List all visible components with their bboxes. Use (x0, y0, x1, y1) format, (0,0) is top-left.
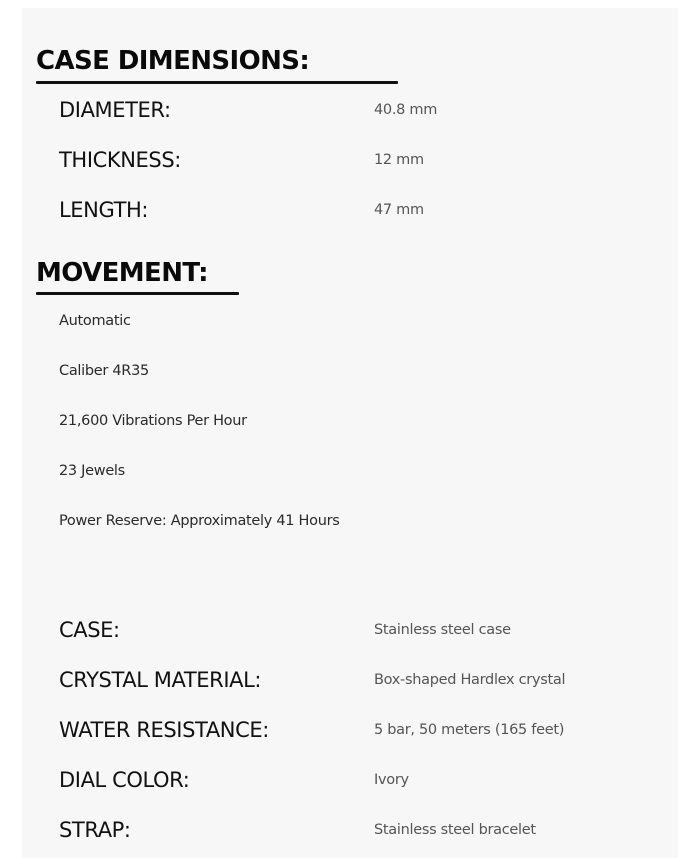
spec-label: DIAL COLOR: (59, 768, 190, 792)
spec-row-dial-color (22, 765, 678, 795)
spec-value: Ivory (374, 772, 409, 788)
spec-value: Stainless steel case (374, 622, 511, 638)
case-dimensions-heading: CASE DIMENSIONS: (36, 46, 310, 76)
case-dimensions-underline (36, 81, 398, 84)
spec-row-case (22, 615, 678, 645)
spec-row-diameter (22, 95, 678, 125)
movement-item-jewels: 23 Jewels (59, 463, 125, 479)
spec-value: Box-shaped Hardlex crystal (374, 672, 566, 688)
spec-row-thickness (22, 145, 678, 175)
movement-item-caliber: Caliber 4R35 (59, 363, 149, 379)
movement-heading: MOVEMENT: (36, 258, 208, 288)
spec-value: 12 mm (374, 152, 424, 168)
movement-item-power-reserve: Power Reserve: Approximately 41 Hours (59, 513, 340, 529)
movement-underline (36, 292, 239, 295)
spec-label: CRYSTAL MATERIAL: (59, 668, 262, 692)
spec-label: THICKNESS: (59, 148, 181, 172)
spec-value: 5 bar, 50 meters (165 feet) (374, 722, 565, 738)
spec-value: 40.8 mm (374, 102, 438, 118)
spec-value: Stainless steel bracelet (374, 822, 536, 838)
spec-label: CASE: (59, 618, 120, 642)
spec-row-strap (22, 815, 678, 845)
spec-label: WATER RESISTANCE: (59, 718, 269, 742)
spec-label: LENGTH: (59, 198, 149, 222)
spec-value: 47 mm (374, 202, 424, 218)
spec-label: STRAP: (59, 818, 131, 842)
spec-label: DIAMETER: (59, 98, 171, 122)
watch-specifications-panel (22, 8, 678, 858)
spec-row-length (22, 195, 678, 225)
movement-item-type: Automatic (59, 313, 131, 329)
movement-item-vibrations: 21,600 Vibrations Per Hour (59, 413, 247, 429)
spec-row-crystal-material (22, 665, 678, 695)
spec-row-water-resistance (22, 715, 678, 745)
